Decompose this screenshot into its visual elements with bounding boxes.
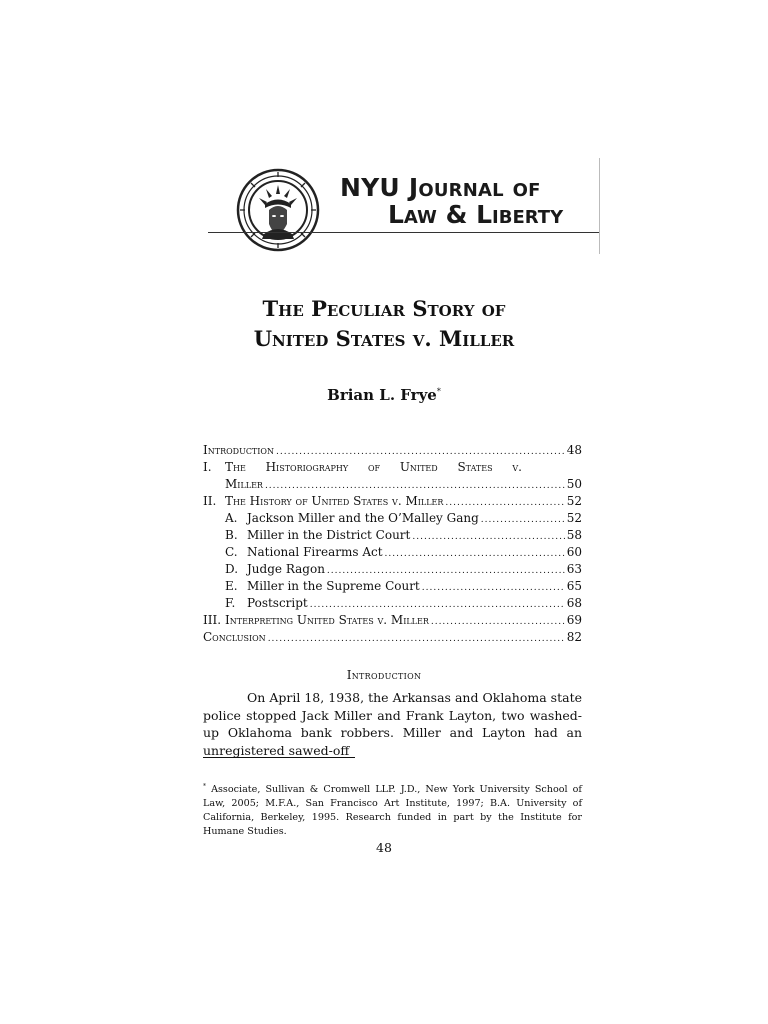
toc-label: Miller [225,477,263,491]
masthead-edge-rule [599,158,600,254]
toc-number: C. [225,545,238,559]
table-of-contents [203,442,582,646]
toc-page: 60 [566,545,582,559]
masthead [208,158,600,254]
toc-page: 52 [566,511,582,525]
toc-label-word: Historiography [265,460,349,474]
toc-entry-historiography[interactable] [203,459,582,476]
toc-page: 65 [566,579,582,593]
toc-entry-jackson-miller[interactable] [203,510,582,527]
toc-entry-firearms-act[interactable] [203,544,582,561]
toc-entry-conclusion[interactable] [203,629,582,646]
toc-page: 58 [566,528,582,542]
toc-number: A. [225,511,238,525]
toc-label: Postscript [247,596,308,610]
toc-page: 69 [566,613,582,627]
toc-label: Judge Ragon [247,562,325,576]
toc-label-word: The [225,460,246,474]
author-name-text: Brian L. Frye [327,386,437,404]
article-title-line2: United States v. Miller [253,326,515,351]
author-footnote-mark: * [436,387,441,396]
toc-label: Jackson Miller and the O’Malley Gang [247,511,479,525]
journal-name-line2: Law & Liberty [388,200,564,229]
toc-page: 50 [566,477,582,491]
section-heading: Introduction [346,668,422,682]
body-paragraph: On April 18, 1938, the Arkansas and Oklahoma state police stopped Jack Miller and Frank Layton, two washed-up Oklahoma bank robbers. Miller and Layton had an unregistered sawed-off [203,690,582,758]
toc-entry-introduction[interactable] [203,442,582,459]
article-title [150,294,618,354]
body-text [203,689,582,759]
toc-page: 68 [566,596,582,610]
statue-of-liberty-seal-icon [236,168,320,252]
journal-name-line1: NYU Journal of [340,173,541,202]
toc-label: Miller in the District Court [247,528,411,542]
toc-label-word: United [399,460,438,474]
page-number: 48 [376,840,392,855]
toc-entry-historiography-cont[interactable] [203,476,582,493]
toc-entry-district-court[interactable] [203,527,582,544]
toc-number: D. [225,562,239,576]
toc-entry-history[interactable] [203,493,582,510]
toc-number: E. [225,579,238,593]
toc-page: 82 [566,630,582,644]
masthead-rule [208,232,600,233]
footnote [203,780,582,839]
toc-page: 63 [566,562,582,576]
toc-number: III. [203,613,222,627]
toc-label-word: of [367,460,381,474]
toc-label: Miller in the Supreme Court [247,579,420,593]
toc-number: II. [203,494,217,508]
toc-label-word: States [457,460,493,474]
toc-label: Interpreting United States v. Miller [225,613,429,627]
footnote-text: Associate, Sullivan & Cromwell LLP. J.D., New York University School of Law, 2005; M.F.A., San Francisco Art Institute, 1997; B.A. University of California, Berkeley, 1995. Research funded in part by the Institute for Humane Studies. [203,784,582,838]
journal-name [340,174,610,228]
toc-label: Conclusion [203,630,266,644]
footnote-rule [203,757,355,758]
toc-page: 52 [566,494,582,508]
author-name [150,386,618,404]
toc-page: 48 [566,443,582,457]
toc-number: F. [225,596,236,610]
article-title-line1: The Peculiar Story of [262,296,506,321]
toc-label: The History of United States v. Miller [225,494,444,508]
toc-label: National Firearms Act [247,545,383,559]
toc-label: Introduction [203,443,274,457]
toc-entry-interpreting[interactable] [203,612,582,629]
toc-entry-supreme-court[interactable] [203,578,582,595]
footnote-mark: * [203,783,206,790]
toc-entry-judge-ragon[interactable] [203,561,582,578]
toc-leader-dots [268,629,565,648]
toc-entry-postscript[interactable] [203,595,582,612]
toc-number: I. [203,460,212,474]
toc-number: B. [225,528,238,542]
toc-label [225,459,522,476]
toc-label-word: v. [512,460,522,474]
